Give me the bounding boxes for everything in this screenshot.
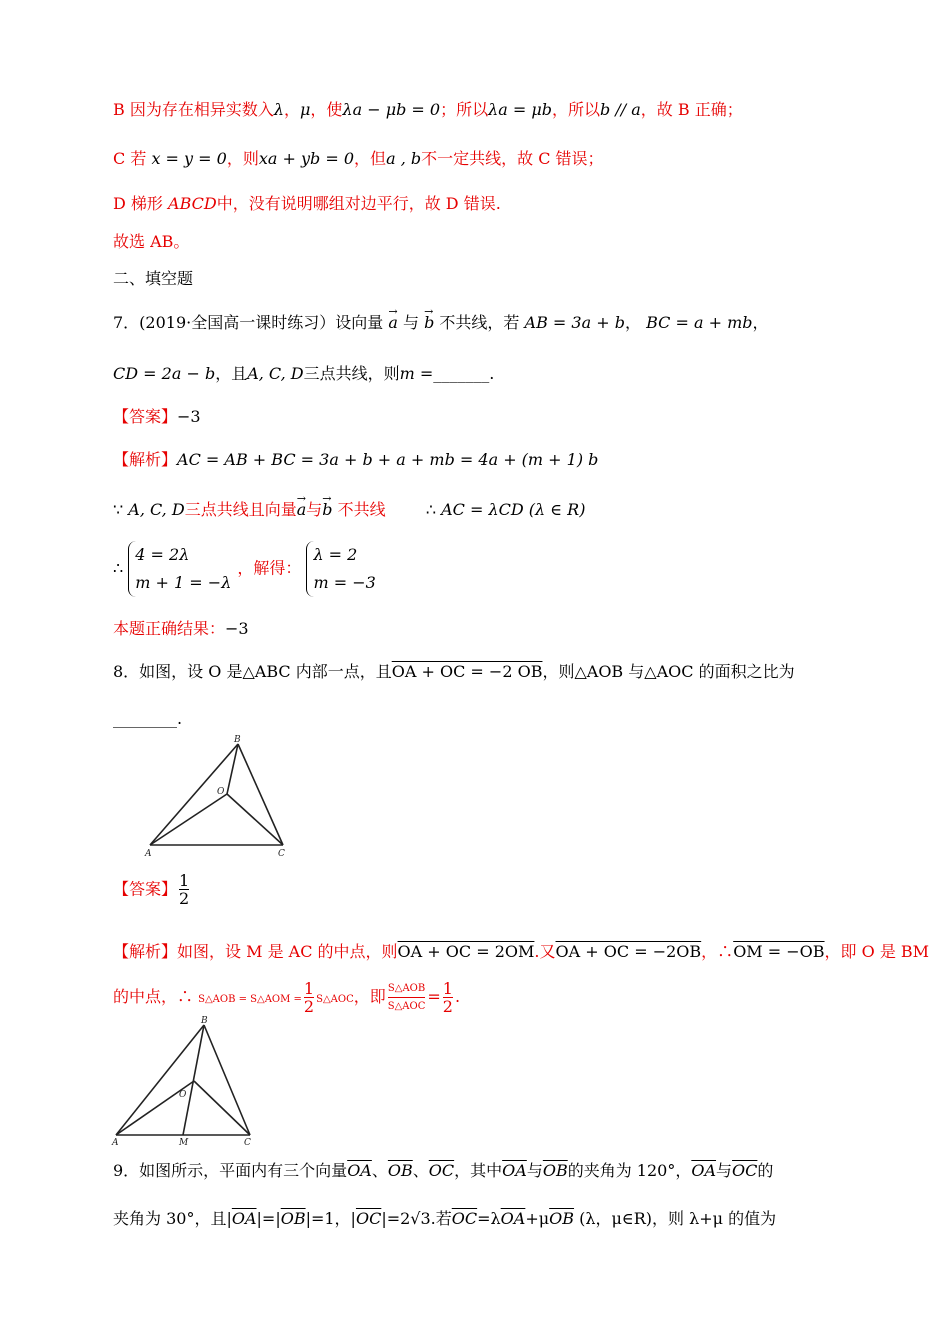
equation: CD = 2a − b xyxy=(113,364,216,383)
equation: AB = 3a + b xyxy=(524,313,625,332)
equation: AC = λCD (λ ∈ R) xyxy=(441,500,586,519)
ratio-fraction: $\frac{\text{S△AOB}}{\text{S△AOC}}$ xyxy=(388,980,426,1015)
equation: AC = AB + BC = 3a + b + a + mb = 4a + (m + 1) b xyxy=(177,450,599,469)
option-d-explanation: D 梯形 ABCD中，没有说明哪组对边平行，故 D 错误. xyxy=(113,194,501,213)
label-o: O xyxy=(217,787,225,797)
option-c-explanation: C 若 x = y = 0，则xa + yb = 0，但a , b不一定共线，故 C 错误； xyxy=(113,149,604,168)
fraction: $\frac{1}{2}$ xyxy=(303,979,315,1016)
option-b-explanation: B 因为存在相异实数入λ，μ，使λa − μb = 0；所以λa = μb，所以b // a，故 B 正确； xyxy=(113,100,743,119)
equation: OM = −OB xyxy=(733,942,825,961)
question-7-line1: 7．(2019·全国高一课时练习）设向量 → a 与 → b 不共线，若 AB = 3a + b， BC = a + mb， xyxy=(113,312,769,334)
solution-7-system: ∴ 4 = 2λ m + 1 = −λ ，解得： λ = 2 m = −3 xyxy=(113,541,382,597)
label-c: C xyxy=(278,849,285,859)
question-7-line2: CD = 2a − b，且A, C, D三点共线，则m =_______. xyxy=(113,364,495,383)
equation: xa + yb = 0 xyxy=(258,149,355,168)
solution-7-line1: 【解析】AC = AB + BC = 3a + b + a + mb = 4a + (m + 1) b xyxy=(113,450,599,469)
label-b: B xyxy=(234,735,241,745)
question-8-blank: ________. xyxy=(113,709,183,728)
equation: OA + OC = 2OM xyxy=(397,942,535,961)
equation: λa = μb xyxy=(488,100,553,119)
fraction: $\frac{1}{2}$ xyxy=(179,871,190,908)
equation-system-solution: λ = 2 m = −3 xyxy=(306,541,381,597)
equation: a , b xyxy=(386,149,422,168)
question-8-line1: 8．如图，设 O 是△ABC 内部一点，且OA + OC = −2 OB，则△AOB 与△AOC 的面积之比为 xyxy=(113,662,795,681)
label-c: C xyxy=(244,1138,251,1148)
solution-8-line2: 的中点，∴ S△AOB = S△AOM = $\frac{1}{2}$ S△AOC，即 $\frac{\text{S△AOB}}{\text{S△AOC}}$ = $\frac{1}{2}$ . xyxy=(113,979,461,1016)
question-9-line1: 9．如图所示，平面内有三个向量$\overline{OA}$、$\overline{OB}$、$\overline{OC}$，其中$\overline{OA}$与$\overline{OB}$的夹角为 120°，$\overline{OA}$与$\overline{OC}$的 xyxy=(113,1161,774,1180)
solution-7-line2: ∵ A, C, D三点共线且向量→ a与→ b 不共线 ∴ AC = λCD (λ ∈ R) xyxy=(113,499,585,521)
label-o: O xyxy=(179,1090,187,1100)
answer-8: 【答案】 $\frac{1}{2}$ xyxy=(113,871,190,908)
label-a: A xyxy=(145,849,152,859)
solution-7-result: 本题正确结果：−3 xyxy=(113,619,249,638)
fraction: $\frac{1}{2}$ xyxy=(442,979,453,1016)
equation: b // a xyxy=(600,100,641,119)
equation: x = y = 0 xyxy=(151,149,227,168)
solution-8-line1: 【解析】如图，设 M 是 AC 的中点，则OA + OC = 2OM.又OA + OC = −2OB，∴OM = −OB，即 O 是 BM xyxy=(113,942,930,961)
triangle-figure-1 xyxy=(140,732,300,862)
equation: BC = a + mb xyxy=(646,313,753,332)
equation: OA + OC = −2OB xyxy=(555,942,702,961)
triangle-figure-2 xyxy=(108,1013,260,1148)
answer-7: 【答案】−3 xyxy=(113,407,201,426)
question-9-line2: 夹角为 30°，且$|\overline{OA}|=|\overline{OB}|=1$，$|\overline{OC}|=2√3$.若$\overline{OC}=\lambda\overline{OA}+\mu\overline{OB}$ (λ，μ∈R)，则 λ+μ 的值为 xyxy=(113,1209,777,1228)
equation-system: 4 = 2λ m + 1 = −λ xyxy=(128,541,237,597)
selection-line: 故选 AB。 xyxy=(113,232,190,251)
label-m: M xyxy=(179,1138,189,1148)
equation: λa − μb = 0 xyxy=(342,100,441,119)
label-a: A xyxy=(112,1138,119,1148)
equation: OA + OC = −2 OB xyxy=(391,662,543,681)
section-heading: 二、填空题 xyxy=(113,269,194,288)
label-b: B xyxy=(201,1016,208,1026)
